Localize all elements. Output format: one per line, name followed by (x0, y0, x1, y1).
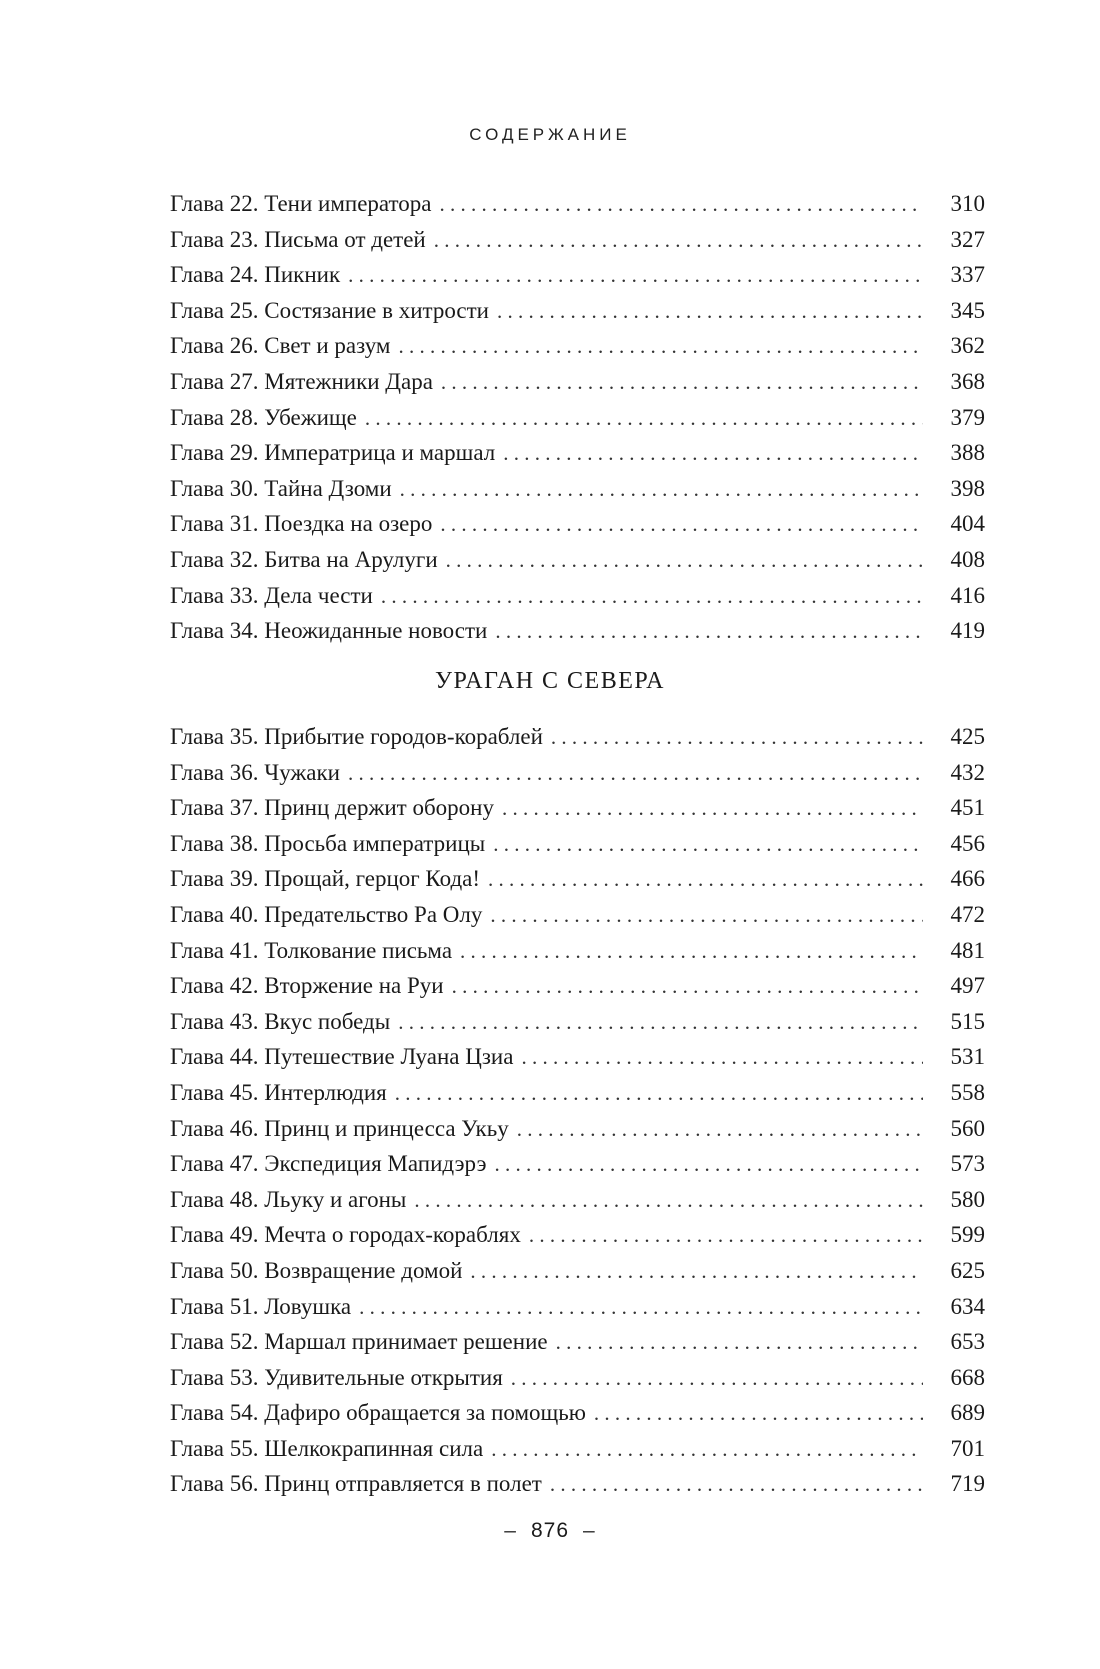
entry-page: 497 (950, 973, 985, 999)
entry-page: 398 (950, 475, 985, 501)
entry-title: Глава 50. Возвращение домой (170, 1257, 463, 1283)
entry-title: Глава 22. Тени императора (170, 191, 432, 216)
toc-entry[interactable] (170, 1146, 985, 1182)
entry-page: 668 (950, 1364, 985, 1390)
entry-title: Глава 30. Тайна Дзоми (170, 475, 392, 501)
entry-page: 580 (950, 1186, 985, 1212)
entry-page: 634 (950, 1293, 985, 1319)
toc-entry[interactable] (170, 578, 985, 614)
entry-title: Глава 34. Неожиданные новости (170, 618, 488, 644)
entry-title: Глава 25. Состязание в хитрости (170, 297, 489, 323)
toc-part-2 (170, 719, 985, 1502)
dot-leader (490, 898, 923, 934)
entry-page: 368 (950, 368, 985, 394)
toc-entry[interactable] (170, 1253, 985, 1289)
entry-title: Глава 56. Принц отправляется в полет (170, 1471, 542, 1497)
toc-entry[interactable] (170, 435, 985, 471)
toc-entry[interactable] (170, 471, 985, 507)
entry-title: Глава 29. Императрица и маршал (170, 440, 496, 466)
entry-title: Глава 47. Экспедиция Мапидэрэ (170, 1151, 487, 1177)
dot-leader (495, 614, 923, 650)
entry-title: Глава 43. Вкус победы (170, 1008, 391, 1034)
entry-page: 345 (950, 297, 985, 323)
folio-dash-left: – (504, 1519, 517, 1542)
running-head: СОДЕРЖАНИЕ (469, 125, 631, 144)
dot-leader (551, 720, 923, 756)
entry-title: Глава 54. Дафиро обращается за помощью (170, 1400, 586, 1426)
dot-leader (398, 1005, 923, 1041)
dot-leader (440, 507, 923, 543)
entry-page: 404 (950, 511, 985, 537)
dot-leader (529, 1218, 923, 1254)
toc-entry[interactable] (170, 861, 985, 897)
entry-title: Глава 24. Пикник (170, 262, 341, 288)
entry-title: Глава 38. Просьба императрицы (170, 830, 486, 856)
folio-number: 876 (530, 1519, 570, 1542)
toc-entry[interactable] (170, 293, 985, 329)
entry-title: Глава 53. Удивительные открытия (170, 1364, 503, 1390)
toc-entry[interactable] (170, 826, 985, 862)
dot-leader (517, 1112, 923, 1148)
toc-entry[interactable] (170, 897, 985, 933)
entry-title: Глава 27. Мятежники Дара (170, 368, 433, 394)
entry-page: 456 (950, 830, 985, 856)
dot-leader (452, 969, 923, 1005)
entry-page: 653 (950, 1329, 985, 1355)
dot-leader (550, 1467, 923, 1503)
toc-entry[interactable] (170, 755, 985, 791)
dot-leader (414, 1183, 923, 1219)
entry-page: 531 (950, 1044, 985, 1070)
entry-title: Глава 49. Мечта о городах-кораблях (170, 1222, 521, 1248)
dot-leader (497, 294, 923, 330)
toc-entry[interactable] (170, 1360, 985, 1396)
entry-title: Глава 36. Чужаки (170, 759, 340, 785)
entry-title: Глава 55. Шелкокрапинная сила (170, 1435, 484, 1461)
toc-entry[interactable] (170, 1289, 985, 1325)
dot-leader (594, 1396, 923, 1432)
dot-leader (460, 934, 923, 970)
dot-leader (502, 791, 923, 827)
toc-entry[interactable] (170, 1039, 985, 1075)
entry-title: Глава 52. Маршал принимает решение (170, 1329, 548, 1355)
dot-leader (400, 472, 923, 508)
dot-leader (556, 1325, 923, 1361)
entry-page: 701 (950, 1435, 985, 1461)
entry-page: 466 (950, 866, 985, 892)
dot-leader (439, 187, 923, 223)
dot-leader (348, 756, 923, 792)
entry-page: 481 (950, 937, 985, 963)
toc-entry[interactable] (170, 506, 985, 542)
entry-title: Глава 33. Дела чести (170, 582, 373, 608)
entry-page: 625 (950, 1257, 985, 1283)
dot-leader (348, 258, 923, 294)
dot-leader (491, 1432, 923, 1468)
entry-title: Глава 48. Льуку и агоны (170, 1186, 407, 1212)
toc-entry[interactable] (170, 1395, 985, 1431)
entry-page: 573 (950, 1151, 985, 1177)
entry-page: 416 (950, 582, 985, 608)
entry-page: 419 (950, 618, 985, 644)
toc-entry[interactable] (170, 186, 985, 222)
entry-title: Глава 23. Письма от детей (170, 226, 426, 252)
entry-title: Глава 39. Прощай, герцог Кода! (170, 866, 481, 892)
dot-leader (488, 862, 923, 898)
entry-page: 337 (950, 262, 985, 288)
entry-title: Глава 40. Предательство Ра Олу (170, 901, 483, 927)
entry-page: 472 (950, 901, 985, 927)
entry-page: 558 (950, 1079, 985, 1105)
dot-leader (395, 1076, 923, 1112)
entry-page: 327 (950, 226, 985, 252)
entry-page: 599 (950, 1222, 985, 1248)
entry-title: Глава 35. Прибытие городов-кораблей (170, 724, 543, 749)
toc-entry[interactable] (170, 1075, 985, 1111)
entry-title: Глава 44. Путешествие Луана Цзиа (170, 1044, 514, 1070)
entry-page: 451 (950, 795, 985, 821)
dot-leader (446, 543, 923, 579)
entry-title: Глава 37. Принц держит оборону (170, 795, 494, 821)
entry-page: 432 (950, 759, 985, 785)
toc-entry[interactable] (170, 364, 985, 400)
entry-title: Глава 42. Вторжение на Руи (170, 973, 444, 999)
entry-page: 388 (950, 440, 985, 466)
entry-title: Глава 28. Убежище (170, 404, 357, 430)
dot-leader (381, 579, 923, 615)
entry-title: Глава 32. Битва на Арулуги (170, 546, 438, 572)
toc-entry[interactable] (170, 1004, 985, 1040)
toc-entry[interactable] (170, 613, 985, 649)
page-number (0, 1519, 1100, 1543)
folio-dash-right: – (583, 1519, 596, 1542)
toc-entry[interactable] (170, 1182, 985, 1218)
entry-title: Глава 45. Интерлюдия (170, 1079, 387, 1105)
toc-entry[interactable] (170, 542, 985, 578)
entry-title: Глава 31. Поездка на озеро (170, 511, 433, 537)
entry-page: 362 (950, 333, 985, 359)
dot-leader (470, 1254, 923, 1290)
entry-page: 379 (950, 404, 985, 430)
section-heading: УРАГАН С СЕВЕРА (435, 668, 665, 694)
dot-leader (359, 1290, 923, 1326)
dot-leader (511, 1361, 923, 1397)
dot-leader (434, 223, 923, 259)
entry-page: 689 (950, 1400, 985, 1426)
toc-entry[interactable] (170, 1111, 985, 1147)
entry-page: 560 (950, 1115, 985, 1141)
dot-leader (503, 436, 923, 472)
entry-page: 719 (950, 1471, 985, 1497)
toc-entry[interactable] (170, 968, 985, 1004)
entry-page: 425 (950, 724, 985, 749)
toc-entry[interactable] (170, 400, 985, 436)
entry-page: 310 (950, 191, 985, 216)
toc-entry[interactable] (170, 328, 985, 364)
toc-entry[interactable] (170, 257, 985, 293)
toc-part-1 (170, 186, 985, 649)
entry-page: 408 (950, 546, 985, 572)
entry-title: Глава 46. Принц и принцесса Укьу (170, 1115, 509, 1141)
toc-entry[interactable] (170, 1431, 985, 1467)
toc-entry[interactable] (170, 1217, 985, 1253)
toc-entry[interactable] (170, 933, 985, 969)
dot-leader (398, 329, 923, 365)
dot-leader (495, 1147, 924, 1183)
dot-leader (365, 401, 923, 437)
entry-title: Глава 26. Свет и разум (170, 333, 391, 359)
toc-entry[interactable] (170, 222, 985, 258)
toc-entry[interactable] (170, 719, 985, 755)
toc-entry[interactable] (170, 790, 985, 826)
dot-leader (521, 1040, 923, 1076)
dot-leader (441, 365, 923, 401)
entry-title: Глава 41. Толкование письма (170, 937, 453, 963)
entry-page: 515 (950, 1008, 985, 1034)
dot-leader (493, 827, 923, 863)
toc-entry[interactable] (170, 1324, 985, 1360)
toc-entry[interactable] (170, 1466, 985, 1502)
entry-title: Глава 51. Ловушка (170, 1293, 352, 1319)
